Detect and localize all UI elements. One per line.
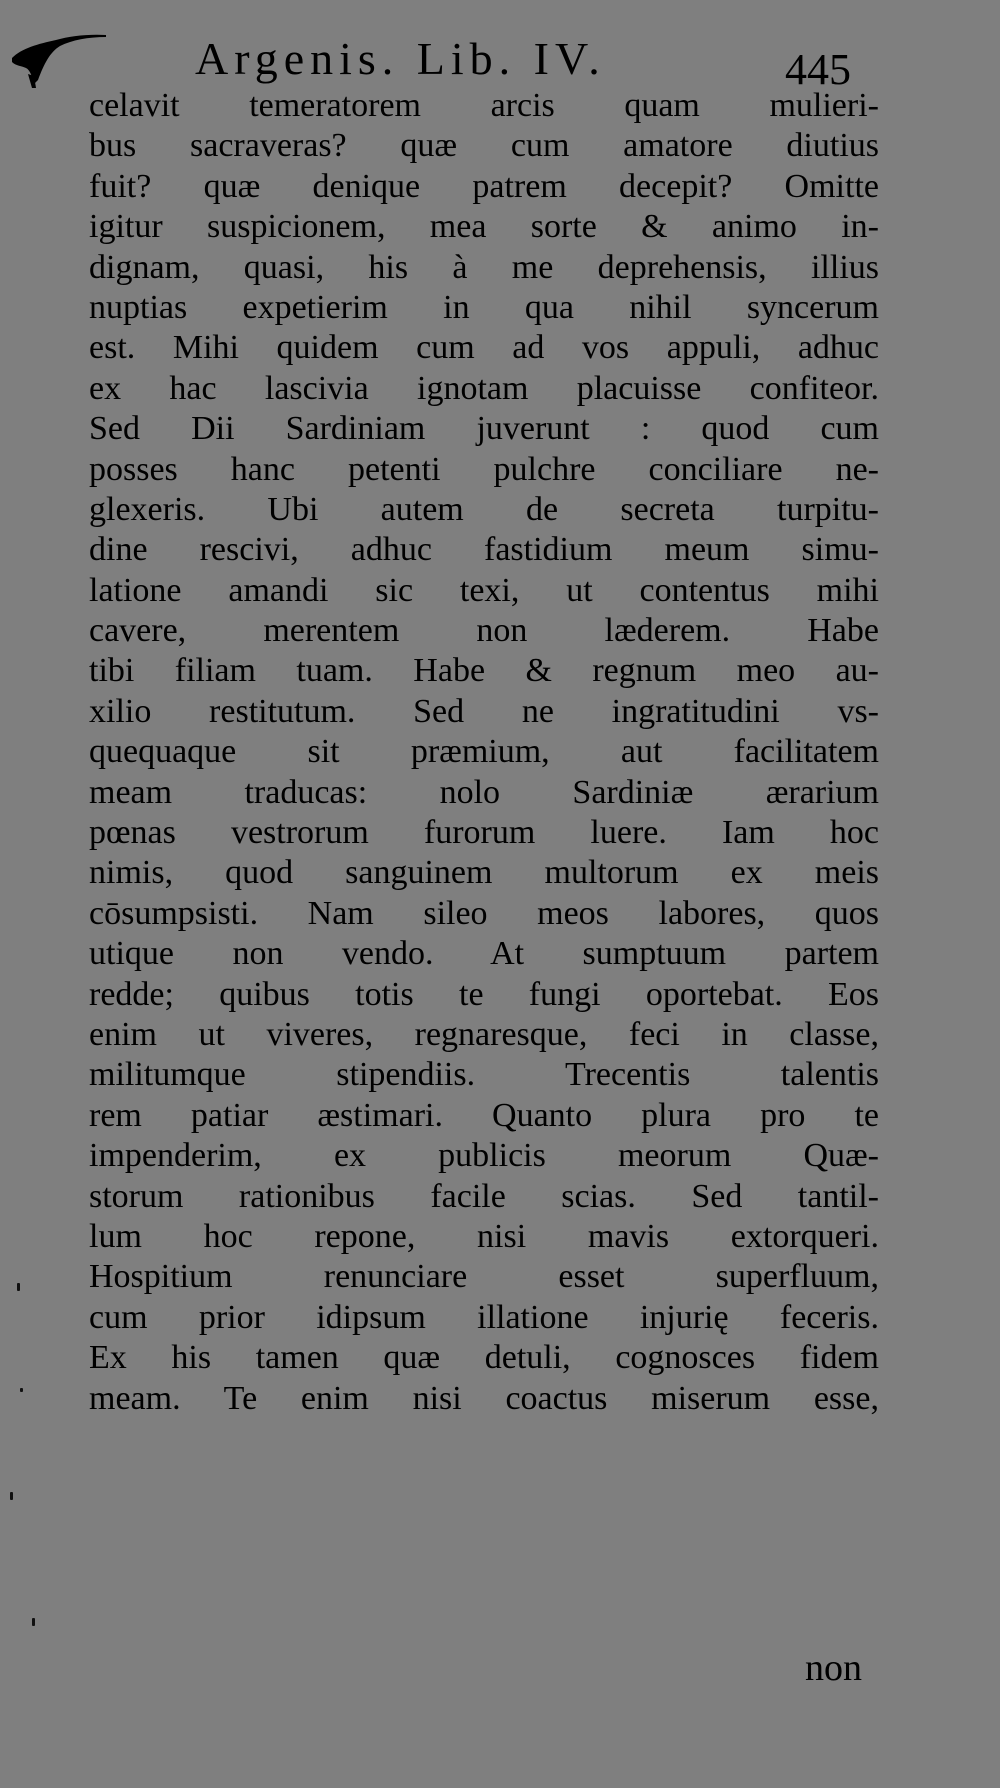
text-line: posses hanc petenti pulchre conciliare ne- bbox=[89, 450, 879, 488]
margin-speck bbox=[17, 1283, 20, 1291]
text-line: redde; quibus totis te fungi oportebat. Eos bbox=[89, 975, 879, 1013]
text-line: xilio restitutum. Sed ne ingratitudini vs- bbox=[89, 692, 879, 730]
body-text bbox=[89, 86, 879, 1419]
text-line: nuptias expetierim in qua nihil syncerum bbox=[89, 288, 879, 326]
catchword: non bbox=[805, 1647, 862, 1689]
text-line: fuit? quæ denique patrem decepit? Omitte bbox=[89, 167, 879, 205]
margin-speck bbox=[10, 1492, 13, 1500]
text-line: dignam, quasi, his à me deprehensis, illius bbox=[89, 248, 879, 286]
text-line: latione amandi sic texi, ut contentus mihi bbox=[89, 571, 879, 609]
text-line: cavere, merentem non læderem. Habe bbox=[89, 612, 879, 650]
text-line: impenderim, ex publicis meorum Quæ- bbox=[89, 1137, 879, 1175]
text-line: igitur suspicionem, mea sorte & animo in- bbox=[89, 208, 879, 246]
text-line: ex hac lascivia ignotam placuisse confiteor. bbox=[89, 369, 879, 407]
text-line: militumque stipendiis. Trecentis talentis bbox=[89, 1056, 879, 1094]
text-line: tibi filiam tuam. Habe & regnum meo au- bbox=[89, 652, 879, 690]
margin-speck bbox=[20, 1388, 23, 1392]
text-line: Ex his tamen quæ detuli, cognosces fidem bbox=[89, 1339, 879, 1377]
text-line: celavit temeratorem arcis quam mulieri- bbox=[89, 87, 879, 124]
text-line: storum rationibus facile scias. Sed tantil- bbox=[89, 1177, 879, 1215]
text-line: quequaque sit præmium, aut facilitatem bbox=[89, 733, 879, 771]
page-number: 445 bbox=[785, 45, 851, 94]
ink-blot-mark bbox=[8, 18, 108, 88]
text-line: meam. Te enim nisi coactus miserum esse, bbox=[89, 1379, 879, 1417]
text-line: cōsumpsisti. Nam sileo meos labores, quos bbox=[89, 894, 879, 932]
running-head: Argenis. Lib. IV. bbox=[195, 33, 606, 84]
text-line: Hospitium renunciare esset superfluum, bbox=[89, 1258, 879, 1296]
text-line: lum hoc repone, nisi mavis extorqueri. bbox=[89, 1217, 879, 1255]
text-line: pœnas vestrorum furorum luere. Iam hoc bbox=[89, 814, 879, 852]
text-line: meam traducas: nolo Sardiniæ ærarium bbox=[89, 773, 879, 811]
text-line: utique non vendo. At sumptuum partem bbox=[89, 935, 879, 973]
text-line: glexeris. Ubi autem de secreta turpitu- bbox=[89, 490, 879, 528]
text-line: rem patiar æstimari. Quanto plura pro te bbox=[89, 1096, 879, 1134]
text-line: Sed Dii Sardiniam juverunt : quod cum bbox=[89, 410, 879, 448]
text-line: nimis, quod sanguinem multorum ex meis bbox=[89, 854, 879, 892]
text-line: cum prior idipsum illatione injurię feceris. bbox=[89, 1298, 879, 1336]
text-line: enim ut viveres, regnaresque, feci in classe, bbox=[89, 1015, 879, 1053]
text-line: bus sacraveras? quæ cum amatore diutius bbox=[89, 127, 879, 165]
margin-speck bbox=[32, 1618, 35, 1626]
text-line: est. Mihi quidem cum ad vos appuli, adhuc bbox=[89, 329, 879, 367]
text-line: dine rescivi, adhuc fastidium meum simu- bbox=[89, 531, 879, 569]
